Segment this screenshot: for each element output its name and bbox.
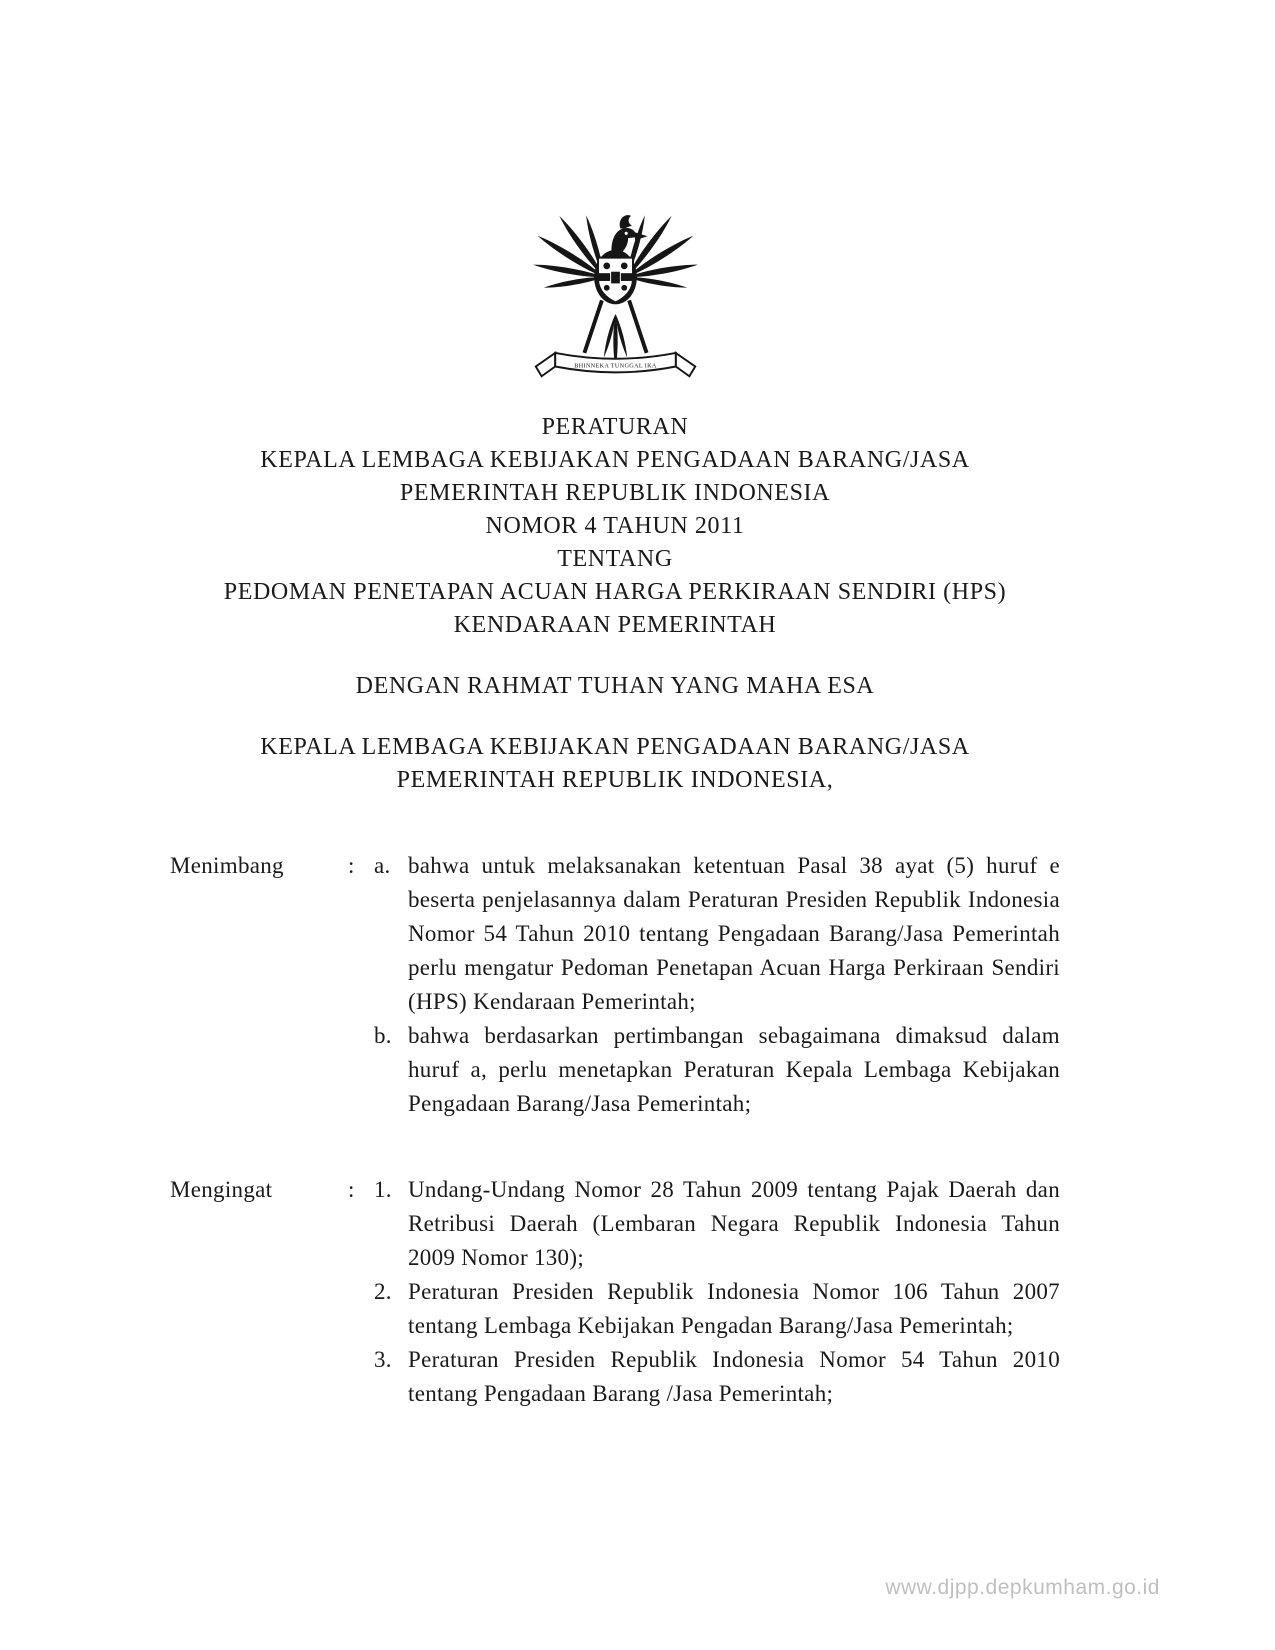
clause-colon: : [348, 853, 355, 878]
clause-colon-spacer [348, 1343, 374, 1411]
garuda-emblem-graphic [528, 170, 703, 389]
clause-label: Menimbang [170, 853, 284, 878]
title-line: NOMOR 4 TAHUN 2011 [485, 513, 745, 539]
title-line: PEDOMAN PENETAPAN ACUAN HARGA PERKIRAAN SENDIRI (HPS) [223, 579, 1007, 605]
document-title-block [170, 411, 1060, 642]
title-line: TENTANG [557, 546, 673, 572]
item-text: Peraturan Presiden Republik Indonesia Nomor 54 Tahun 2010 tentang Pengadaan Barang /Jasa Pemerintah; [408, 1347, 1060, 1406]
item-text: bahwa berdasarkan pertimbangan sebagaimana dimaksud dalam huruf a, perlu menetapkan Peraturan Kepala Lembaga Kebijakan Pengadaan Barang/Jasa Pemerintah; [408, 1023, 1060, 1116]
issuer-line: KEPALA LEMBAGA KEBIJAKAN PENGADAAN BARANG/JASA [260, 734, 970, 760]
watermark: www.djpp.depkumham.go.id [885, 1576, 1160, 1599]
issuer-line: PEMERINTAH REPUBLIK INDONESIA, [396, 767, 834, 793]
title-line: KEPALA LEMBAGA KEBIJAKAN PENGADAAN BARANG/JASA [260, 447, 970, 473]
banner-motto-text: BHINNEKA TUNGGAL IKA [573, 363, 657, 370]
mengingat-section [170, 1173, 1060, 1411]
item-marker: 2. [374, 1279, 392, 1304]
item-marker: a. [374, 853, 391, 878]
invocation-line: DENGAN RAHMAT TUHAN YANG MAHA ESA [355, 673, 875, 699]
item-marker: b. [374, 1023, 392, 1048]
item-marker: 1. [374, 1177, 392, 1202]
issuer-block [170, 731, 1060, 797]
title-line: PEMERINTAH REPUBLIK INDONESIA [399, 480, 831, 506]
head [611, 215, 647, 255]
item-marker: 3. [374, 1347, 392, 1372]
clause-label-spacer [170, 1343, 348, 1411]
menimbang-section [170, 849, 1060, 1121]
item-text: bahwa untuk melaksanakan ketentuan Pasal 38 ayat (5) huruf e beserta penjelasannya dalam Peraturan Presiden Republik Indonesia Nomor 54 Tahun 2010 tentang Pengadaan Barang/Jasa Pemerintah perlu mengatur Pedoman Penetapan Acuan Harga Perkiraan Sendiri (HPS) Kendaraan Pemerintah; [408, 853, 1060, 1014]
clause-label: Mengingat [170, 1177, 273, 1202]
title-line: KENDARAAN PEMERINTAH [453, 612, 777, 638]
title-line: PERATURAN [541, 414, 689, 440]
item-text: Peraturan Presiden Republik Indonesia Nomor 106 Tahun 2007 tentang Lembaga Kebijakan Pengadan Barang/Jasa Pemerintah; [408, 1279, 1060, 1338]
clause-colon-spacer [348, 1275, 374, 1343]
clause-colon-spacer [348, 1019, 374, 1121]
clause-label-spacer [170, 1275, 348, 1343]
clause-label-spacer [170, 1019, 348, 1121]
clause-colon: : [348, 1177, 355, 1202]
item-text: Undang-Undang Nomor 28 Tahun 2009 tentang Pajak Daerah dan Retribusi Daerah (Lembaran Negara Republik Indonesia Tahun 2009 Nomor 130); [408, 1177, 1060, 1270]
garuda-pancasila-emblem [528, 170, 703, 389]
